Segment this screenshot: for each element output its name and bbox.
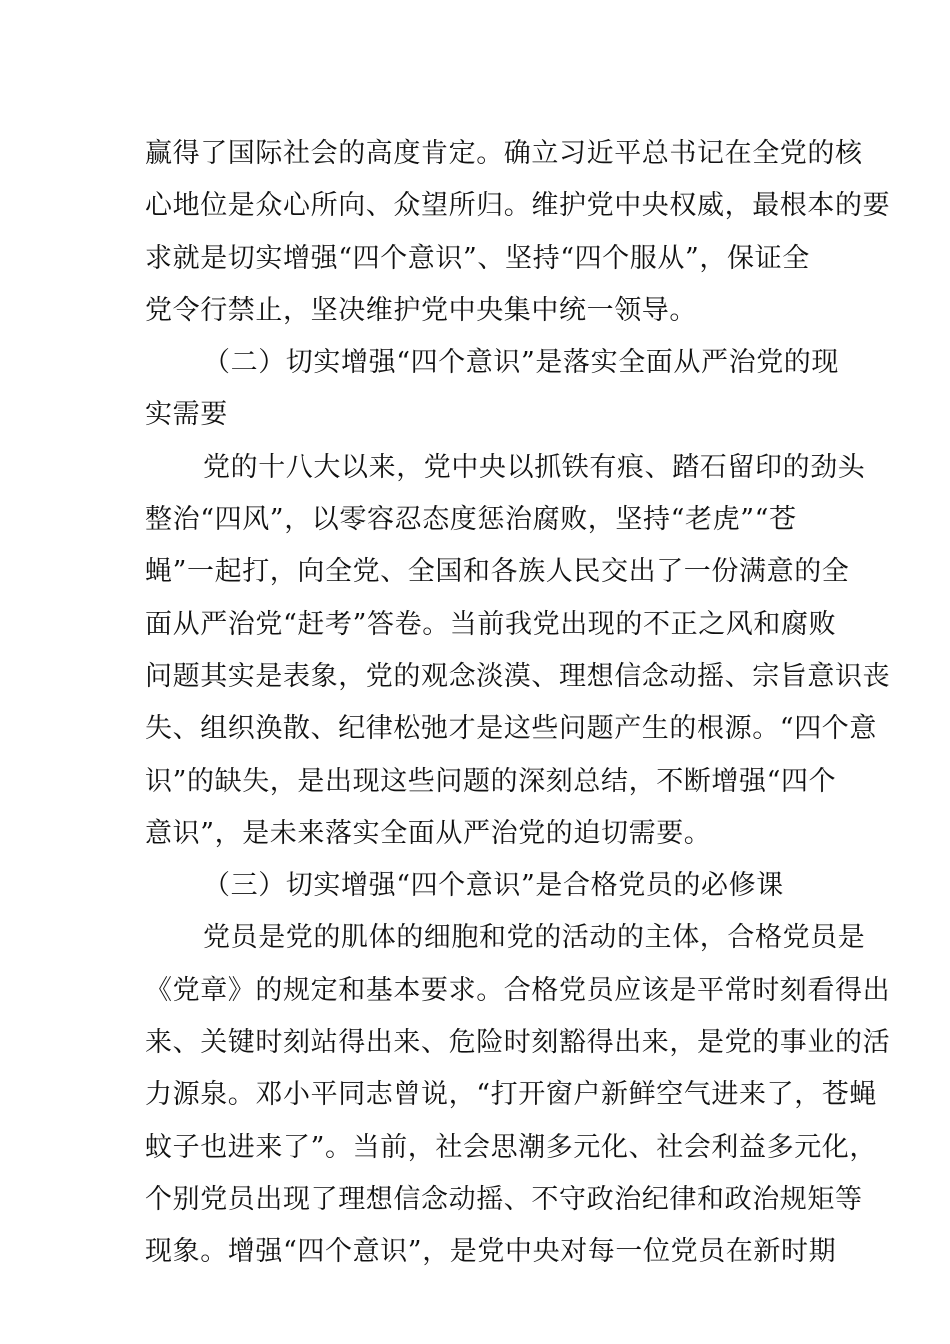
text-line: 党令行禁止，坚决维护党中央集中统一领导。: [145, 294, 697, 326]
body-text: [145, 128, 891, 1279]
text-line: 蚊子也进来了”。当前，社会思潮多元化、社会利益多元化，: [145, 1131, 878, 1163]
text-line: 党员是党的肌体的细胞和党的活动的主体，合格党员是: [203, 922, 866, 954]
section-heading-2: （二）切实增强“四个意识”是落实全面从严治党的现: [203, 347, 840, 379]
text-line: 个别党员出现了理想信念动摇、不守政治纪律和政治规矩等: [145, 1183, 863, 1215]
text-line: 蝇”一起打，向全党、全国和各族人民交出了一份满意的全: [145, 556, 850, 588]
text-line: 意识”，是未来落实全面从严治党的迫切需要。: [145, 817, 712, 849]
text-line: 来、关键时刻站得出来、危险时刻豁得出来，是党的事业的活: [145, 1027, 891, 1059]
text-line: 力源泉。邓小平同志曾说，“打开窗户新鲜空气进来了，苍蝇: [145, 1079, 878, 1111]
text-line: 求就是切实增强“四个意识”、坚持“四个服从”，保证全: [145, 242, 810, 274]
text-line: 面从严治党“赶考”答卷。当前我党出现的不正之风和腐败: [145, 608, 837, 640]
text-line: 赢得了国际社会的高度肯定。确立习近平总书记在全党的核: [145, 138, 863, 169]
text-line: 问题其实是表象，党的观念淡漠、理想信念动摇、宗旨意识丧: [145, 660, 891, 692]
text-line: 《党章》的规定和基本要求。合格党员应该是平常时刻看得出: [145, 974, 891, 1006]
section-heading-2-cont: 实需要: [145, 399, 228, 431]
text-line: 现象。增强“四个意识”，是党中央对每一位党员在新时期: [145, 1236, 837, 1268]
text-line: 党的十八大以来，党中央以抓铁有痕、踏石留印的劲头: [203, 451, 866, 483]
text-line: 识”的缺失，是出现这些问题的深刻总结，不断增强“四个: [145, 765, 837, 797]
text-line: 心地位是众心所向、众望所归。维护党中央权威，最根本的要: [145, 190, 891, 222]
text-line: 整治“四风”，以零容忍态度惩治腐败，坚持“老虎”“苍: [145, 504, 797, 536]
section-heading-3: （三）切实增强“四个意识”是合格党员的必修课: [203, 870, 784, 902]
text-line: 失、组织涣散、纪律松弛才是这些问题产生的根源。“四个意: [145, 713, 878, 745]
